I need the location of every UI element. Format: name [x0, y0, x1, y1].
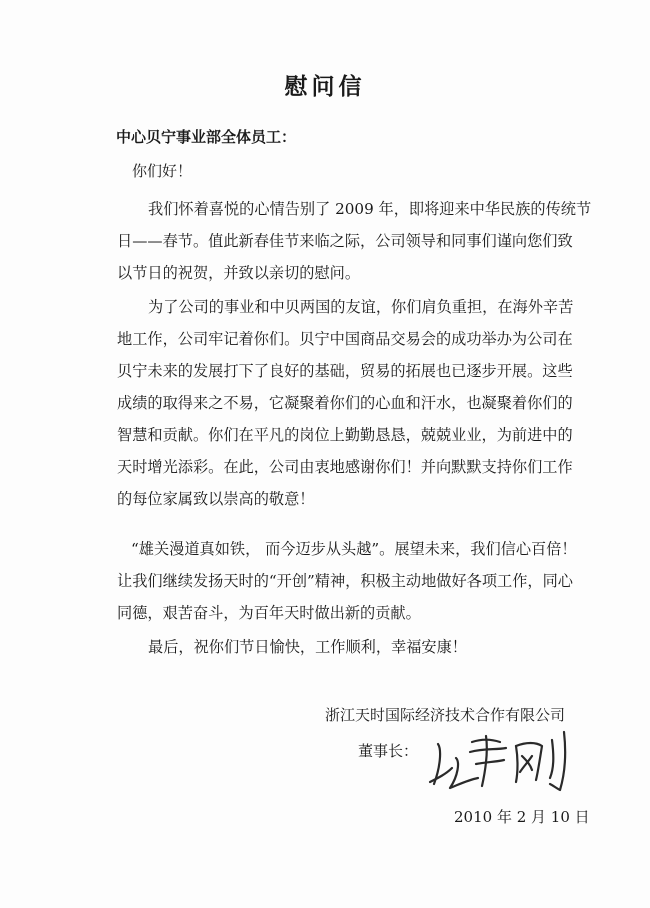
chairman-label: 董事长：	[358, 742, 419, 760]
paragraph-line: 最后，祝你们节日愉快，工作顺利，幸福安康！	[148, 638, 467, 656]
letter-salutation: 中心贝宁事业部全体员工：	[116, 128, 297, 146]
paragraph-outlook	[117, 533, 582, 629]
paragraph-line: 天时增光添彩。在此，公司由衷地感谢你们！并向默默支持你们工作	[117, 458, 573, 476]
paragraph-line: 成绩的取得来之不易，它凝聚着你们的心血和汗水，也凝聚着你们的	[117, 394, 573, 412]
paragraph-line: 我们怀着喜悦的心情告别了 2009 年，即将迎来中华民族的传统节	[148, 200, 592, 218]
paragraph-line: 同德，艰苦奋斗，为百年天时做出新的贡献。	[117, 604, 421, 622]
handwritten-signature	[420, 728, 580, 796]
paragraph-line: 为了公司的事业和中贝两国的友谊，你们肩负重担，在海外辛苦	[148, 298, 574, 316]
paragraph-line: 日——春节。值此新春佳节来临之际，公司领导和同事们谨向您们致	[117, 232, 573, 250]
paragraph-line: 的每位家属致以崇高的敬意！	[117, 490, 315, 508]
paragraph-line: 地工作，公司牢记着你们。贝宁中国商品交易会的成功举办为公司在	[117, 330, 573, 348]
paragraph-thanks	[117, 291, 582, 515]
paragraph-line: “雄关漫道真如铁， 而今迈步从头越”。展望未来，我们信心百倍！	[131, 540, 577, 558]
paragraph-new-year	[117, 193, 592, 289]
letter-title: 慰问信	[284, 74, 366, 100]
letter-date: 2010 年 2 月 10 日	[454, 808, 590, 826]
paragraph-line: 智慧和贡献。你们在平凡的岗位上勤勤恳恳，兢兢业业，为前进中的	[117, 426, 573, 444]
paragraph-closing	[117, 631, 582, 663]
paragraph-line: 让我们继续发扬天时的“开创”精神，积极主动地做好各项工作，同心	[117, 572, 573, 590]
paragraph-line: 以节日的祝贺，并致以亲切的慰问。	[117, 264, 360, 282]
company-name: 浙江天时国际经济技术合作有限公司	[325, 706, 566, 724]
paragraph-line: 贝宁未来的发展打下了良好的基础，贸易的拓展也已逐步开展。这些	[117, 362, 573, 380]
letter-greeting: 你们好！	[132, 162, 193, 180]
